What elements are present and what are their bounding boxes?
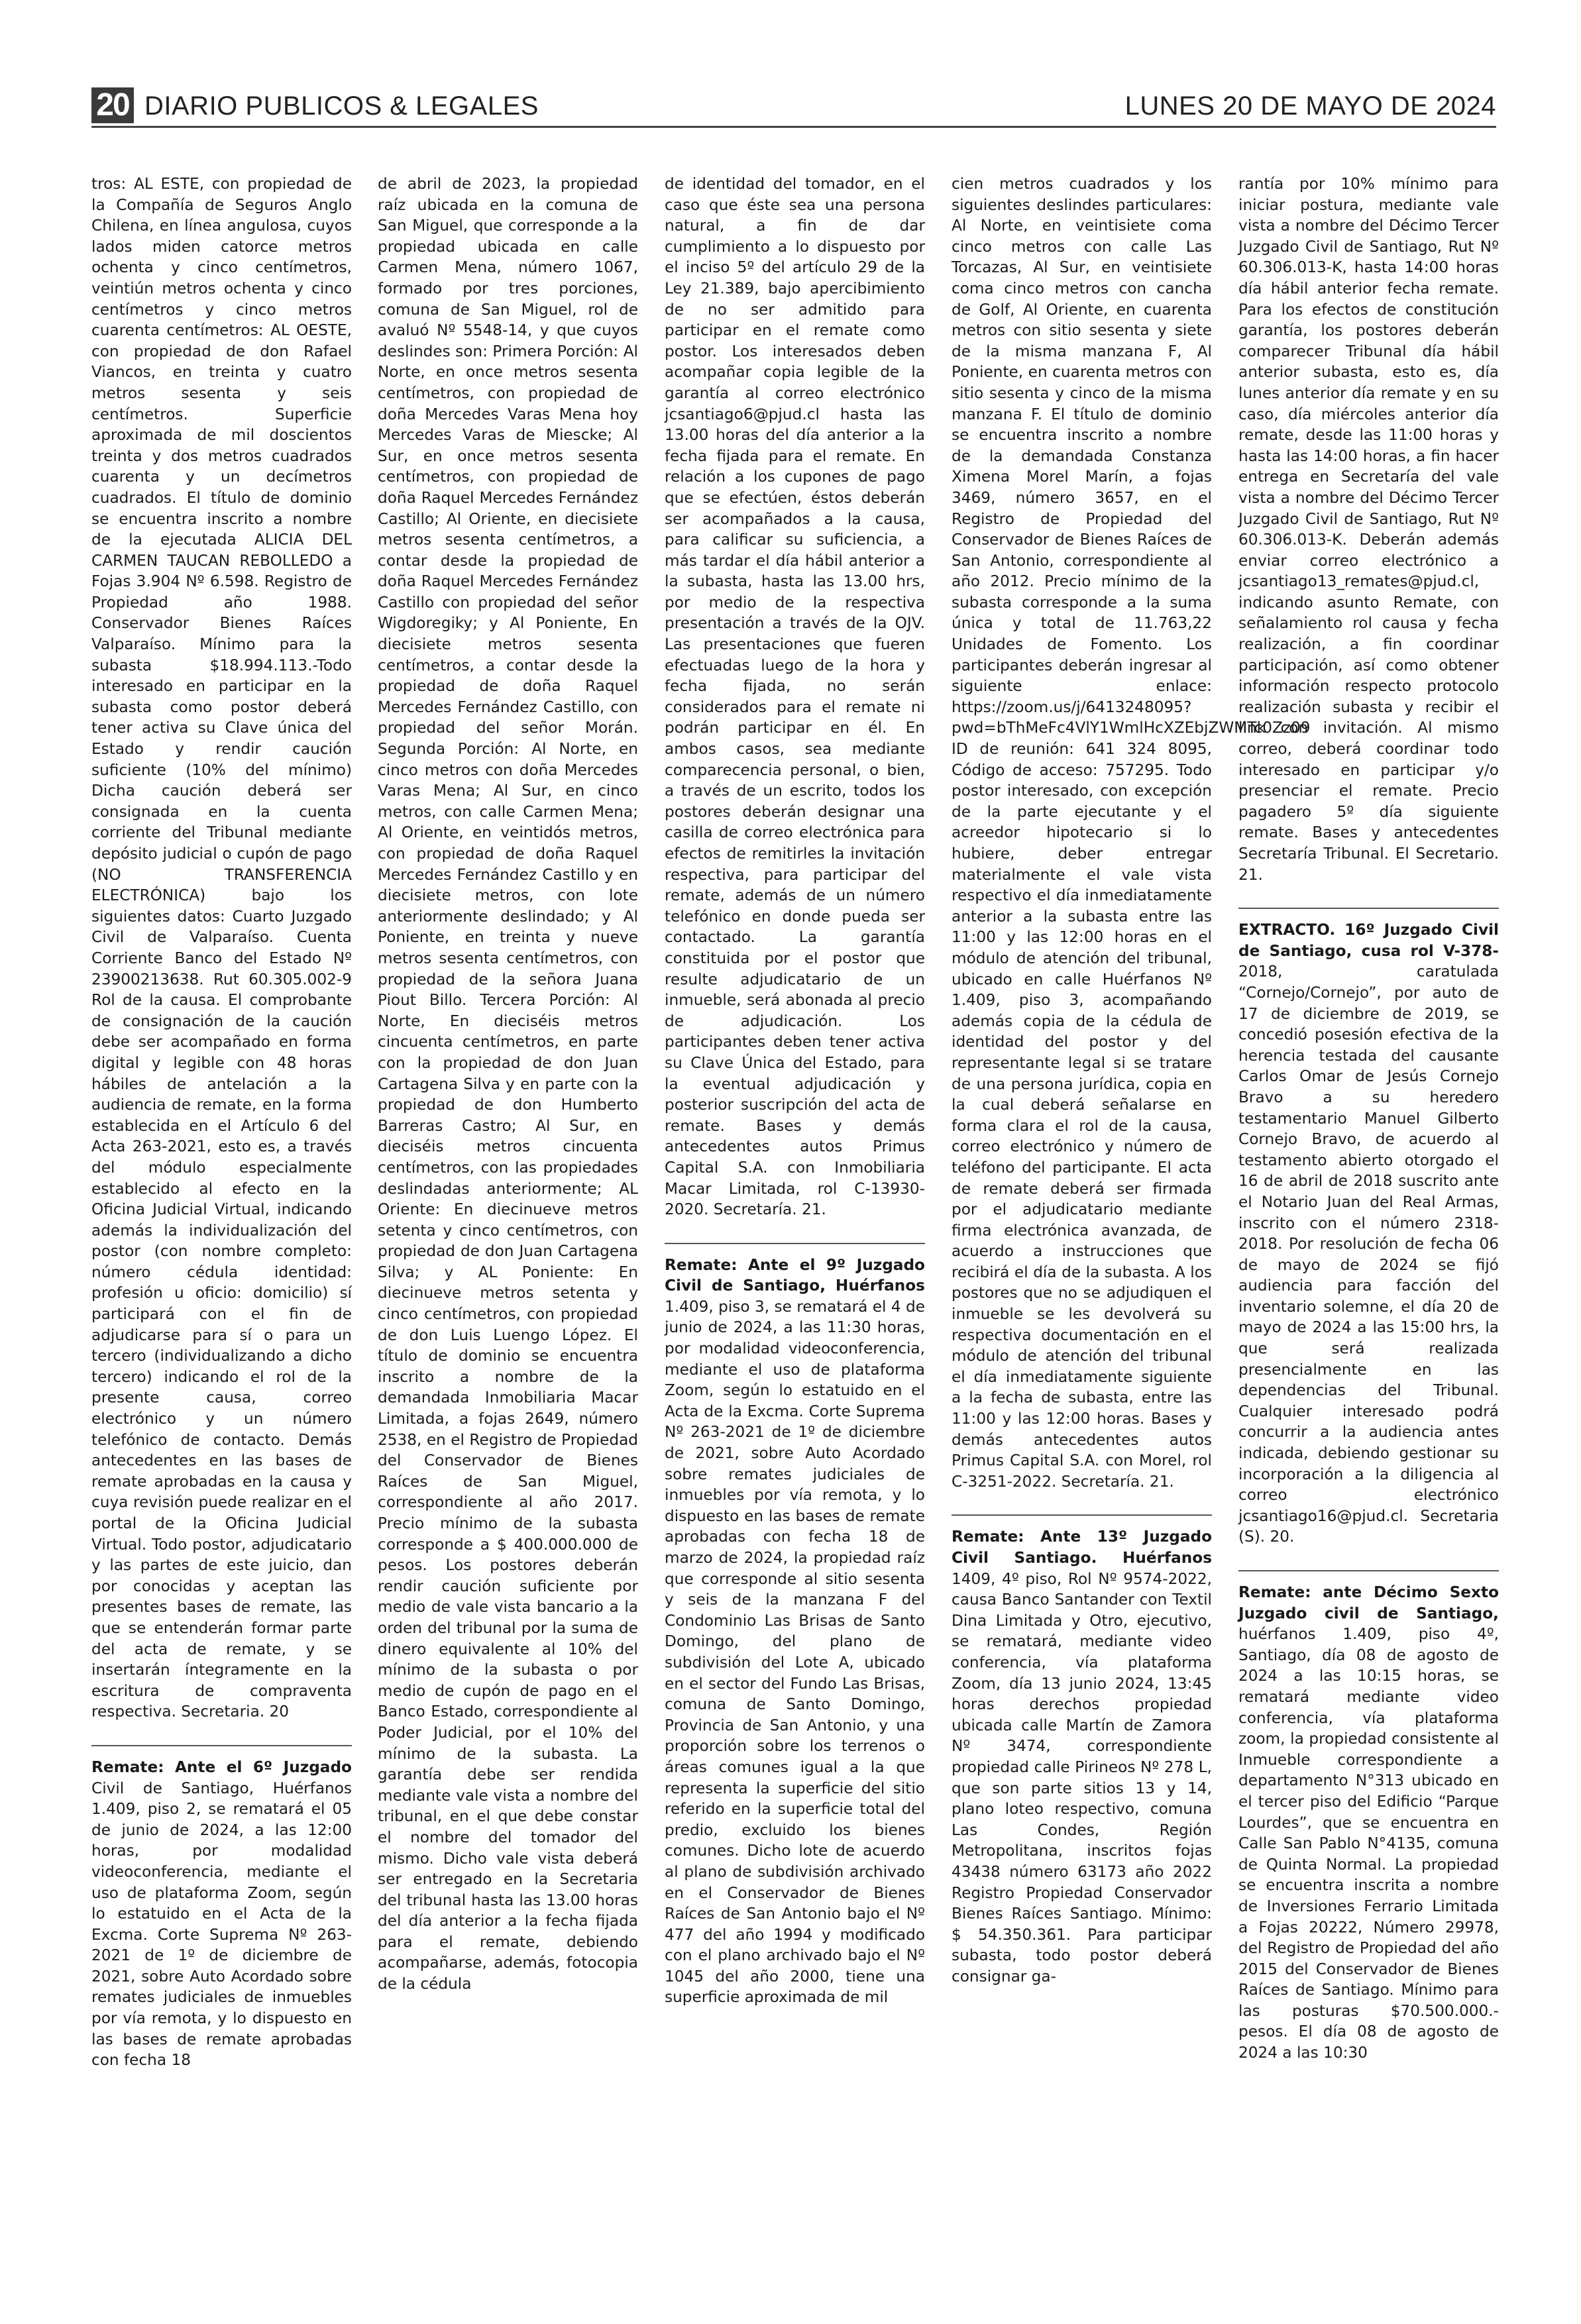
column-4 — [952, 174, 1311, 2313]
section-title: DIARIO PUBLICOS & LEGALES — [144, 91, 539, 121]
notice-lead: Remate: Ante el 6º Juzgado — [91, 1758, 352, 1776]
notice-lead: Remate: Ante 13º Juzgado Civil Santiago. Huérfanos — [952, 1528, 1212, 1567]
page-header — [91, 87, 1496, 122]
notice-body: Civil de Santiago, Huérfanos 1.409, piso 2, se rematará el 05 de junio de 2024, a las 12:00 horas, por modalidad videoconferencia, mediante el uso de plataforma Zoom, según lo estatuido en el Acta de la Excma. Corte Suprema Nº 263- 2021 de 1º de diciembre de 2021, sobre Auto Acordado sobre remates judiciales de inmuebles por vía remota, y lo dispuesto en las bases de remate aprobadas con fecha 18 — [91, 1779, 352, 2070]
notice-body: de identidad del tomador, en el caso que éste sea una persona natural, a fin de dar cumplimiento a lo dispuesto por el inciso 5º del artículo 29 de la Ley 21.389, bajo apercibimiento de no ser admitido para participar en el remate como postor. Los interesados deben acompañar copia legible de la garantía al correo electrónico jcsantiago6@pjud.cl hasta las 13.00 horas del día anterior a la fecha fijada para el remate. En relación a los cupones de pago que se efectúen, éstos deberán ser acompañados a la causa, para calificar su suficiencia, a más tardar el día hábil anterior a la subasta, hasta las 13.00 hrs, por medio de la respectiva presentación a través de la OJV. Las presentaciones que fueren efectuadas luego de la hora y fecha fijada, no serán considerados para el remate ni podrán participar en él. En ambos casos, sea mediante comparecencia personal, o bien, a través de un escrito, todos los postores deberán designar una casilla de correo electrónica para efectos de remitirles la invitación respectiva, para participar del remate, además de un número telefónico en donde pueda ser contactado. La garantía constituida por el postor que resulte adjudicatario de un inmueble, será abonada al precio de adjudicación. Los participantes deben tener activa su Clave Única del Estado, para la eventual adjudicación y posterior suscripción del acta de remate. Bases y demás antecedentes autos Primus Capital S.A. con Inmobiliaria Macar Limitada, rol C-13930-2020. Secretaría. 21. — [665, 175, 925, 1219]
notice-paragraph — [665, 1243, 925, 2008]
notice-body: 1.409, piso 3, se rematará el 4 de junio de 2024, a las 11:30 horas, por modalidad videoconferencia, mediante el uso de plataforma Zoom, según lo estatuido en el Acta de la Excma. Corte Suprema Nº 263-2021 de 1º de diciembre de 2021, sobre Auto Acordado sobre remates judiciales de inmuebles por vía remota, y lo dispuesto en las bases de remate aprobadas con fecha 18 de marzo de 2024, la propiedad raíz que corresponde al sitio sesenta y seis de la manzana F del Condominio Las Brisas de Santo Domingo, del plano de subdivisión del Lote A, ubicado en el sector del Fundo Las Brisas, comuna de Santo Domingo, Provincia de San Antonio, y una proporción sobre los terrenos o áreas comunes igual a la que representa la superficie del sitio referido en la superficie total del predio, excluido los bienes comunes. Dicho lote de acuerdo al plano de subdivisión archivado en el Conservador de Bienes Raíces de San Antonio bajo el Nº 477 del año 1994 y modificado con el plano archivado bajo el Nº 1045 del año 2000, tiene una superficie aproximada de mil — [665, 1297, 925, 2007]
column-1 — [91, 174, 352, 2313]
notice-paragraph — [665, 174, 925, 1220]
notice-lead: Remate: ante Décimo Sexto Juzgado civil de Santiago, — [1238, 1583, 1499, 1622]
column-3 — [665, 174, 925, 2313]
column-5 — [1238, 174, 1499, 2313]
notice-body: tros: AL ESTE, con propiedad de la Compañía de Seguros Anglo Chilena, en línea angulosa, cuyos lados miden catorce metros ochenta y cinco centímetros, veintiún metros ochenta y cinco centímetros y cinco metros cuarenta centímetros: AL OESTE, con propiedad de don Rafael Viancos, en treinta y cuatro metros sesenta y seis centímetros. Superficie aproximada de mil doscientos treinta y dos metros cuadrados cuarenta y un decímetros cuadrados. El título de dominio se encuentra inscrito a nombre de la ejecutada ALICIA DEL CARMEN TAUCAN REBOLLEDO a Fojas 3.904 Nº 6.598. Registro de Propiedad año 1988. Conservador Bienes Raíces Valparaíso. Mínimo para la subasta $18.994.113.-Todo interesado en participar en la subasta como postor deberá tener activa su Clave única del Estado y rendir caución suficiente (10% del mínimo) Dicha caución deberá ser consignada en la cuenta corriente del Tribunal mediante depósito judicial o cupón de pago (NO TRANSFERENCIA ELECTRÓNICA) bajo los siguientes datos: Cuarto Juzgado Civil de Valparaíso. Cuenta Corriente Banco del Estado Nº 23900213638. Rut 60.305.002-9 Rol de la causa. El comprobante de consignación de la caución debe ser acompañado en forma digital y legible con 48 horas hábiles de antelación a la audiencia de remate, en la forma establecida en el Artículo 6 del Acta 263-2021, esto es, a través del módulo especialmente establecido al efecto en la Oficina Judicial Virtual, indicando además la individualización del postor (con nombre completo: número cédula identidad: profesión u oficio: domicilio) sí participará con el fin de adjudicarse para sí o para un tercero (individualizando a dicho tercero) indicando el rol de la presente causa, correo electrónico y un número telefónico de contacto. Demás antecedentes en las bases de remate aprobadas en la causa y cuya revisión puede realizar en el portal de la Oficina Judicial Virtual. Todo postor, adjudicatario y las partes de este juicio, dan por conocidas y aceptan las presentes bases de remate, las que se entenderán formar parte del acta de remate, y se insertarán íntegramente en la escritura de compraventa respectiva. Secretaria. 20 — [91, 175, 352, 1721]
notice-body: huérfanos 1.409, piso 4º, Santiago, día 08 de agosto de 2024 a las 10:15 horas, se rematará mediante video conferencia, vía plataforma zoom, la propiedad consistente al Inmueble correspondiente a departamento N°313 ubicado en el tercer piso del Edificio “Parque Lourdes”, que se encuentra en Calle San Pablo N°4135, comuna de Quinta Normal. La propiedad se encuentra inscrita a nombre de Inversiones Ferrario Limitada a Fojas 20222, Número 29978, del Registro de Propiedad del año 2015 del Conservador de Bienes Raíces de Santiago. Mínimo para las posturas $70.500.000.- pesos. El día 08 de agosto de 2024 a las 10:30 — [1238, 1625, 1499, 2062]
notice-body: rantía por 10% mínimo para iniciar postura, mediante vale vista a nombre del Décimo Tercer Juzgado Civil de Santiago, Rut Nº 60.306.013-K, hasta 14:00 horas día hábil anterior fecha remate. Para los efectos de constitución garantía, los postores deberán comparecer Tribunal día hábil anterior subasta, esto es, día lunes anterior día remate y en su caso, día miércoles anterior día remate, desde las 11:00 horas y hasta las 14:00 horas, a fin hacer entrega en Secretaría del vale vista a nombre del Décimo Tercer Juzgado Civil de Santiago, Rut Nº 60.306.013-K. Deberán además enviar correo electrónico a jcsantiago13_remates@pjud.cl, indicando asunto Remate, con señalamiento rol causa y fecha realización, a fin coordinar participación, así como obtener información respecto protocolo realización subasta y recibir el link con invitación. Al mismo correo, deberá coordinar todo interesado en participar y/o presenciar el remate. Precio pagadero 5º día siguiente remate. Bases y antecedentes Secretaría Tribunal. El Secretario. 21. — [1238, 175, 1499, 884]
notice-body: 1409, 4º piso, Rol Nº 9574-2022, causa Banco Santander con Textil Dina Limitada y Otro, ejecutivo, se rematará, mediante video conferencia, vía plataforma Zoom, día 13 junio 2024, 13:45 horas derechos propiedad ubicada calle Martín de Zamora Nº 3474, correspondiente propiedad calle Pirineos Nº 278 L, que son parte sitios 13 y 14, plano loteo respectivo, comuna Las Condes, Región Metropolitana, inscritos fojas 43438 número 63173 año 2022 Registro Propiedad Conservador Bienes Raíces Santiago. Mínimo: $ 54.350.361. Para participar subasta, todo postor deberá consignar ga- — [952, 1569, 1212, 1985]
notice-body: cien metros cuadrados y los siguientes deslindes particulares: Al Norte, en veintisiete coma cinco metros con calle Las Torcazas, Al Sur, en veintisiete coma cinco metros con cancha de Golf, Al Oriente, en cuarenta metros con sitio sesenta y siete de la misma manzana F, Al Poniente, en cuarenta metros con sitio sesenta y cinco de la misma manzana F. El título de dominio se encuentra inscrito a nombre de la demandada Constanza Ximena Morel Marín, a fojas 3469, número 3657, en el Registro de Propiedad del Conservador de Bienes Raíces de San Antonio, correspondiente al año 2012. Precio mínimo de la subasta corresponde a la suma única y total de 11.763,22 Unidades de Fomento. Los participantes deberán ingresar al siguiente enlace: https://zoom.us/j/6413248095?pwd=bThMeFc4VlY1WmlHcXZEbjZWMTc0Zz09 ID de reunión: 641 324 8095, Código de acceso: 757295. Todo postor interesado, con excepción de la parte ejecutante y el acreedor hipotecario si lo hubiere, deber entregar materialmente el vale vista respectivo el día inmediatamente anterior a la subasta entre las 11:00 y las 12:00 horas en el módulo de atención del tribunal, ubicado en calle Huérfanos Nº 1.409, piso 3, acompañando además copia de la cédula de identidad del postor y del representante legal si se tratare de una persona jurídica, copia en la cual deberá señalarse en forma clara el rol de la causa, correo electrónico y número de teléfono del participante. El acta de remate deberá ser firmada por el adjudicatario mediante firma electrónica avanzada, de acuerdo a instrucciones que recibirá el día de la subasta. A los postores que no se adjudiquen el inmueble se les devolverá su respectiva documentación en el módulo de atención del tribunal el día inmediatamente siguiente a la fecha de subasta, entre las 11:00 y las 12:00 horas. Bases y demás antecedentes autos Primus Capital S.A. con Morel, rol C-3251-2022. Secretaría. 21. — [952, 175, 1311, 1491]
notice-lead: EXTRACTO. 16º Juzgado Civil de Santiago, cusa rol V-378- — [1238, 921, 1499, 960]
notice-body: 2018, caratulada “Cornejo/Cornejo”, por auto de 17 de diciembre de 2019, se concedió posesión efectiva de la herencia testada del causante Carlos Omar de Jesús Cornejo Bravo a su heredero testamentario Manuel Gilberto Cornejo Bravo, de acuerdo al testamento abierto otorgado el 16 de abril de 2018 suscrito ante el Notario Juan del Real Armas, inscrito con el número 2318-2018. Por resolución de fecha 06 de mayo de 2024 se fijó audiencia para facción del inventario solemne, el día 20 de mayo de 2024 a las 15:00 hrs, la que será realizada presencialmente en las dependencias del Tribunal. Cualquier interesado podrá concurrir a la audiencia antes indicada, debiendo gestionar su incorporación a la diligencia al correo electrónico jcsantiago16@pjud.cl. Secretaria (S). 20. — [1238, 963, 1499, 1546]
notice-paragraph — [91, 1745, 352, 2071]
notice-paragraph — [952, 1514, 1212, 1987]
header-rule — [91, 126, 1496, 128]
page-number: 20 — [91, 87, 134, 123]
notice-lead: Remate: Ante el 9º Juzgado Civil de Santiago, Huérfanos — [665, 1255, 925, 1295]
notice-paragraph — [1238, 174, 1499, 885]
notice-paragraph — [952, 174, 1311, 1492]
notice-paragraph — [378, 174, 638, 1995]
column-2 — [378, 174, 638, 2313]
notices-columns — [91, 174, 1499, 2313]
notice-paragraph — [91, 174, 352, 1722]
notice-body: de abril de 2023, la propiedad raíz ubicada en la comuna de San Miguel, que corresponde a la propiedad ubicada en calle Carmen Mena, número 1067, formado por tres porciones, comuna de San Miguel, rol de avaluó Nº 5548-14, y que cuyos deslindes son: Primera Porción: Al Norte, en once metros sesenta centímetros, con propiedad de doña Mercedes Varas Mena hoy Mercedes Varas de Miescke; Al Sur, en once metros sesenta centímetros, con propiedad de doña Raquel Mercedes Fernández Castillo; Al Oriente, en diecisiete metros sesenta centímetros, a contar desde la propiedad de doña Raquel Mercedes Fernández Castillo con propiedad del señor Wigdoregiky; y Al Poniente, En diecisiete metros sesenta centímetros, a contar desde la propiedad de doña Raquel Mercedes Fernández Castillo, con propiedad del señor Morán. Segunda Porción: Al Norte, en cinco metros con doña Mercedes Varas Mena; Al Sur, en cinco metros, con calle Carmen Mena; Al Oriente, en veintidós metros, con propiedad de doña Raquel Mercedes Fernández Castillo y en diecisiete metros, con lote anteriormente deslindado; y Al Poniente, en treinta y nueve metros sesenta centímetros, con propiedad de la señora Juana Piout Billo. Tercera Porción: Al Norte, En dieciséis metros cincuenta centímetros, en parte con la propiedad de don Juan Cartagena Silva y en parte con la propiedad de don Humberto Barreras Castro; Al Sur, en dieciséis metros cincuenta centímetros, con las propiedades deslindadas anteriormente; AL Oriente: En diecinueve metros setenta y cinco centímetros, con propiedad de don Juan Cartagena Silva; y AL Poniente: En diecinueve metros setenta y cinco centímetros, con propiedad de don Luis Luengo López. El título de dominio se encuentra inscrito a nombre de la demandada Inmobiliaria Macar Limitada, a fojas 2649, número 2538, en el Registro de Propiedad del Conservador de Bienes Raíces de San Miguel, correspondiente al año 2017. Precio mínimo de la subasta corresponde a $ 400.000.000 de pesos. Los postores deberán rendir caución suficiente por medio de vale vista bancario a la orden del tribunal por la suma de dinero equivalente al 10% del mínimo de la subasta o por medio de cupón de pago en el Banco Estado, correspondiente al Poder Judicial, por el 10% del mínimo de la subasta. La garantía debe ser rendida mediante vale vista a nombre del tribunal, en el que debe constar el nombre del tomador del mismo. Dicho vale vista deberá ser entregado en la Secretaria del tribunal hasta las 13.00 horas del día anterior a la fecha fijada para el remate, debiendo acompañarse, además, fotocopia de la cédula — [378, 175, 638, 1993]
notice-paragraph — [1238, 908, 1499, 1548]
notice-paragraph — [1238, 1570, 1499, 2064]
publication-date: LUNES 20 DE MAYO DE 2024 — [1124, 91, 1496, 121]
